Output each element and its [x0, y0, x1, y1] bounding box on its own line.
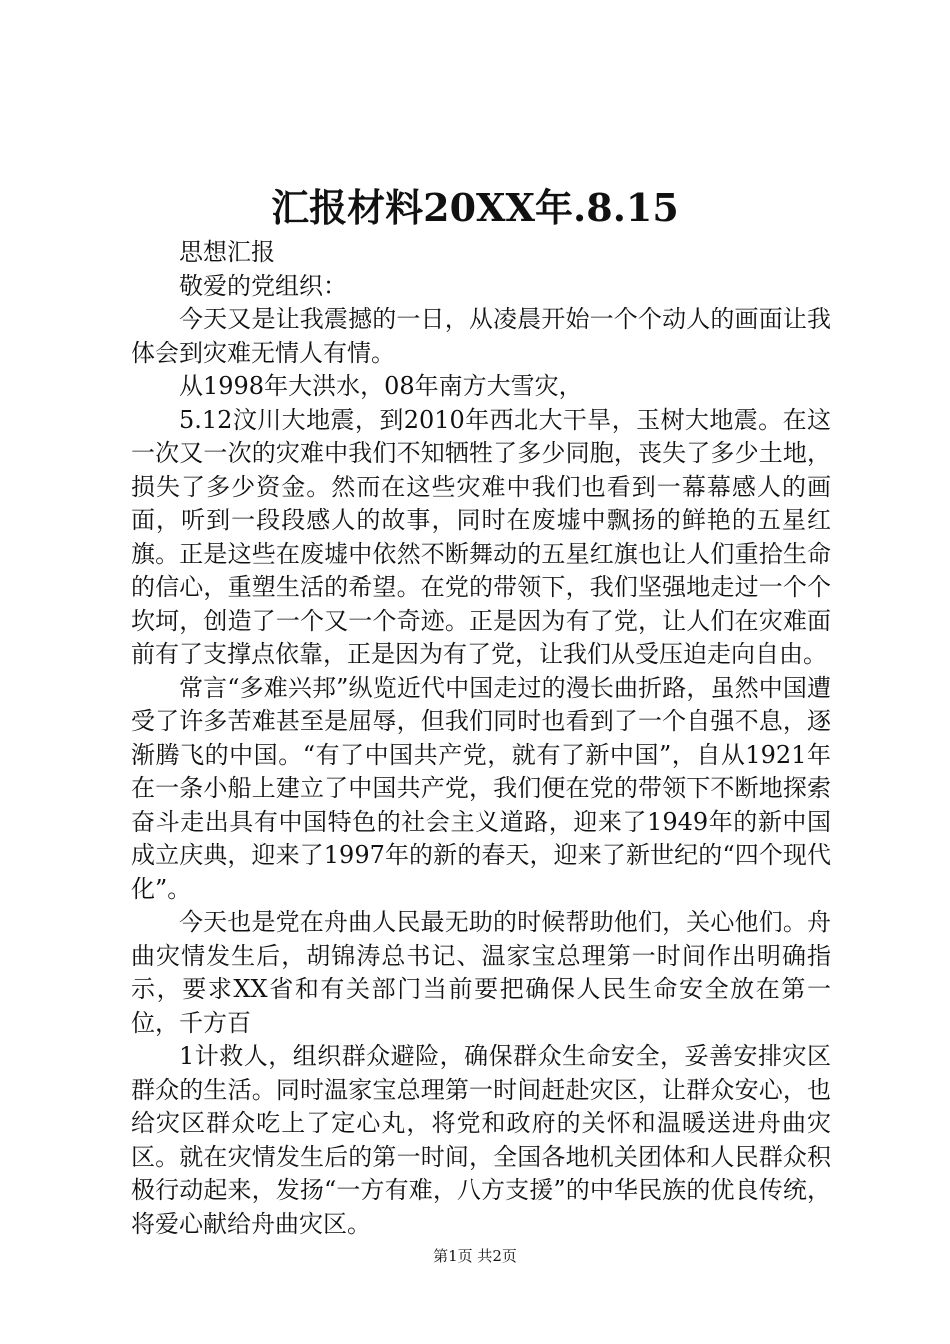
page-number-footer: 第1页 共2页	[433, 1247, 517, 1265]
document-title: 汇报材料20XX年.8.15	[271, 185, 679, 230]
paragraph: 1计救人，组织群众避险，确保群众生命安全，妥善安排灾区群众的生活。同时温家宝总理第一时间赶赴灾区，让群众安心，也给灾区群众吃上了定心丸，将党和政府的关怀和温暖送进舟曲灾区。就在灾情发生后的第一时间，全国各地机关团体和人民群众积极行动起来，发扬“一方有难，八方支援”的中华民族的优良传统，将爱心献给舟曲灾区。	[131, 1042, 831, 1238]
paragraph: 从1998年大洪水，08年南方大雪灾，	[179, 372, 583, 400]
paragraph-heading: 思想汇报	[179, 238, 275, 266]
paragraph-salutation: 敬爱的党组织：	[179, 271, 347, 300]
document-body	[131, 236, 831, 1241]
paragraph: 5.12汶川大地震，到2010年西北大干旱，玉树大地震。在这一次又一次的灾难中我们不知牺牲了多少同胞，丧失了多少土地，损失了多少资金。然而在这些灾难中我们也看到一幕幕感人的画面，听到一段段感人的故事，同时在废墟中飘扬的鲜艳的五星红旗。正是这些在废墟中依然不断舞动的五星红旗也让人们重拾生命的信心，重塑生活的希望。在党的带领下，我们坚强地走过一个个坎坷，创造了一个又一个奇迹。正是因为有了党，让人们在灾难面前有了支撑点依靠，正是因为有了党，让我们从受压迫走向自由。	[131, 405, 831, 668]
paragraph: 今天也是党在舟曲人民最无助的时候帮助他们，关心他们。舟曲灾情发生后，胡锦涛总书记、温家宝总理第一时间作出明确指示，要求XX省和有关部门当前要把确保人民生命安全放在第一位，千方百	[131, 908, 831, 1037]
paragraph: 今天又是让我震撼的一日，从凌晨开始一个个动人的画面让我体会到灾难无情人有情。	[131, 305, 831, 367]
paragraph: 常言“多难兴邦”纵览近代中国走过的漫长曲折路，虽然中国遭受了许多苦难甚至是屈辱，但我们同时也看到了一个自强不息，逐渐腾飞的中国。“有了中国共产党，就有了新中国”，自从1921年在一条小船上建立了中国共产党，我们便在党的带领下不断地探索奋斗走出具有中国特色的社会主义道路，迎来了1949年的新中国成立庆典，迎来了1997年的新的春天，迎来了新世纪的“四个现代化”。	[131, 673, 831, 903]
